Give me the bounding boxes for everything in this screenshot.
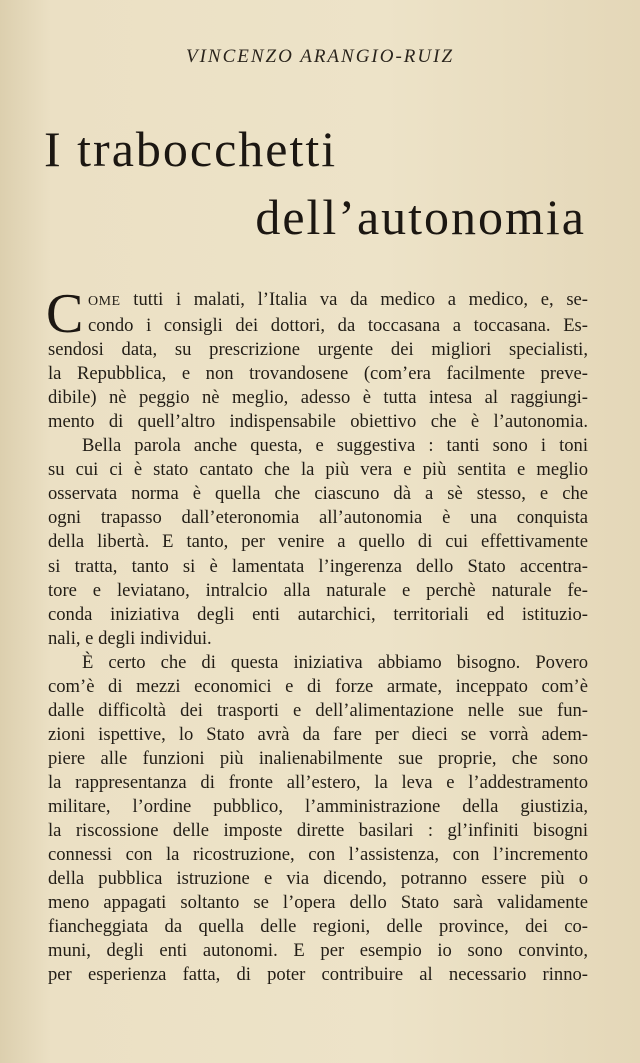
body-line-25: della pubblica istruzione e via dicendo, potranno essere più o <box>48 868 588 890</box>
body-line-14: conda iniziativa degli enti autarchici, territoriali ed istituzio- <box>48 603 588 625</box>
running-head-author: VINCENZO ARANGIO-RUIZ <box>185 46 455 67</box>
body-line-9: osservata norma è quella che ciascuno dà a sè stesso, e che <box>48 483 588 505</box>
body-line-6: mento di quell’altro indispensabile obiettivo che è l’autonomia. <box>48 411 588 433</box>
body-line-16: È certo che di questa iniziativa abbiamo bisogno. Povero <box>82 651 588 673</box>
body-line-4: la Repubblica, e non trovandosene (com’era facilmente preve- <box>48 363 588 385</box>
body-line-2: condo i consigli dei dottori, da toccasana a toccasana. Es- <box>88 315 588 337</box>
body-line-10: ogni trapasso dall’eteronomia all’autonomia è una conquista <box>48 507 588 529</box>
body-line-20: piere alle funzioni più inalienabilmente sue proprie, che sono <box>48 747 588 769</box>
article-title-line-2: dell’autonomia <box>255 189 586 245</box>
body-line-15: nali, e degli individui. <box>48 627 212 649</box>
body-line-23: la riscossione delle imposte dirette basilari : gl’infiniti bisogni <box>48 820 588 842</box>
body-line-19: zioni ispettive, lo Stato avrà da fare per dieci se vorrà adem- <box>48 723 588 745</box>
body-line-29: per esperienza fatta, di poter contribuire al necessario rinno- <box>48 964 588 986</box>
drop-cap: C <box>46 283 84 345</box>
body-line-12: si tratta, tanto si è lamentata l’ingerenza dello Stato accentra- <box>48 555 588 577</box>
body-line-11: della libertà. E tanto, per venire a quello di cui effettivamente <box>48 531 588 553</box>
body-line-17: com’è di mezzi economici e di forze armate, inceppato com’è <box>48 675 588 697</box>
body-line-7: Bella parola anche questa, e suggestiva : tanti sono i toni <box>82 435 588 457</box>
body-line-21: la rappresentanza di fronte all’estero, la leva e l’addestramento <box>48 771 588 793</box>
body-line-3: sendosi data, su prescrizione urgente dei migliori specialisti, <box>48 339 588 361</box>
drop-cap-small-caps: OME <box>88 294 121 309</box>
article-title-line-1: I trabocchetti <box>44 121 338 177</box>
body-line-22: militare, l’ordine pubblico, l’amministrazione della giustizia, <box>48 795 588 817</box>
body-line-24: connessi con la ricostruzione, con l’assistenza, con l’incremento <box>48 844 588 866</box>
body-line-5: dibile) nè peggio nè meglio, adesso è tutta intesa al raggiungi- <box>48 387 588 409</box>
body-line-27: fiancheggiata da quella delle regioni, delle province, dei co- <box>48 916 588 938</box>
body-line-18: dalle difficoltà dei trasporti e dell’alimentazione nelle sue fun- <box>48 699 588 721</box>
body-line-8: su cui ci è stato cantato che la più vera e più sentita e meglio <box>48 459 588 481</box>
article-body <box>46 283 588 987</box>
body-line-1: OME tutti i malati, l’Italia va da medico a medico, e, se- <box>88 289 588 310</box>
body-line-26: meno appagati soltanto se l’opera dello Stato sarà validamente <box>48 892 588 914</box>
body-line-13: tore e leviatano, intralcio alla naturale e perchè naturale fe- <box>48 579 588 601</box>
body-line-28: muni, degli enti autonomi. E per esempio io sono convinto, <box>48 940 588 962</box>
